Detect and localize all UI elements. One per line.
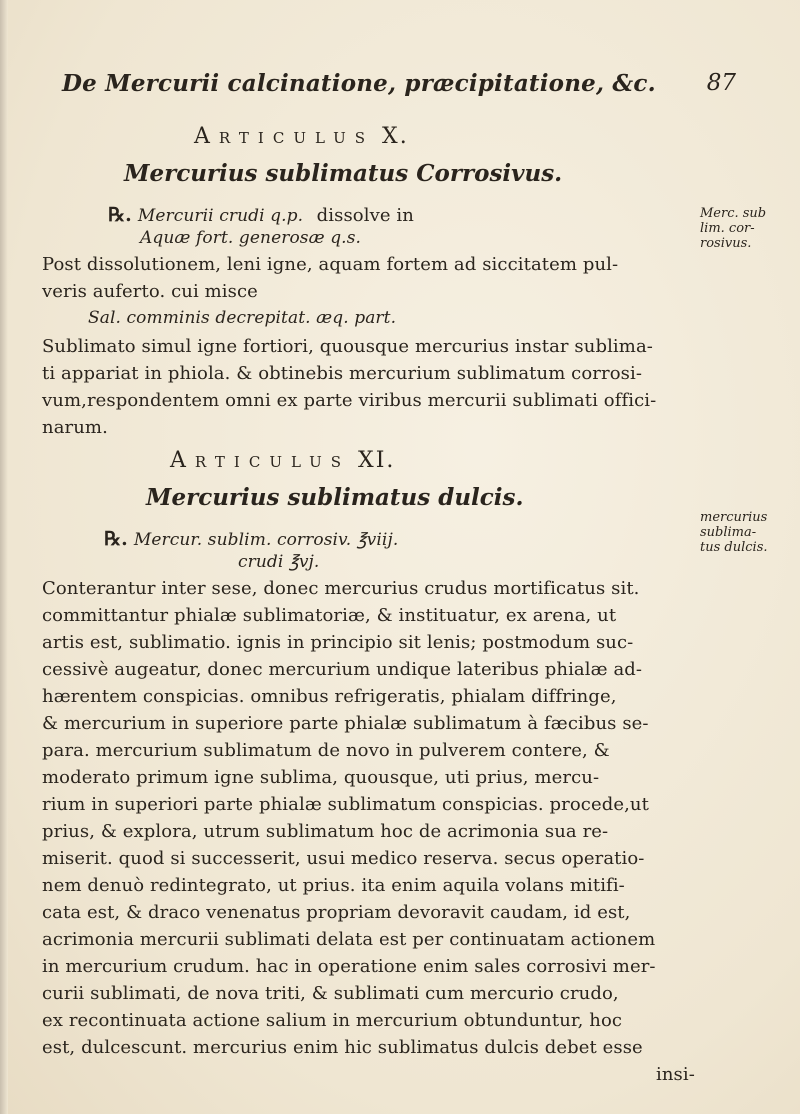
page-gutter-shadow: [0, 0, 8, 1114]
running-title: De Mercurii calcinatione, præcipitatione, &c.: [62, 70, 656, 97]
article-xi-subtitle: Mercurius sublimatus dulcis.: [146, 484, 524, 511]
recipe-symbol: ℞.: [108, 204, 132, 226]
article-x-subtitle: Mercurius sublimatus Corrosivus.: [124, 160, 563, 187]
article-xi-text-line: artis est, sublimatio. ignis in principio sit lenis; postmodum suc-: [42, 632, 634, 653]
article-x-recipe-3: Sal. comminis decrepitat. æq. part.: [88, 308, 397, 328]
article-xi-text-line: committantur phialæ sublimatoriæ, & instituatur, ex arena, ut: [42, 605, 617, 626]
article-xi-label: Articulus: [170, 448, 351, 473]
article-x-recipe-1: [108, 204, 414, 226]
recipe-symbol: ℞.: [104, 528, 128, 550]
article-x-text-line: narum.: [42, 417, 108, 438]
recipe-instruction: dissolve in: [316, 205, 414, 226]
article-xi-recipe-1: [104, 528, 398, 550]
article-xi-text-line: prius, & explora, utrum sublimatum hoc de acrimonia sua re-: [42, 821, 609, 842]
article-x-text-line: Post dissolutionem, leni igne, aquam fortem ad siccitatem pul-: [42, 254, 619, 275]
article-xi-text-line: ex recontinuata actione salium in mercurium obtunduntur, hoc: [42, 1010, 623, 1031]
catchword: insi-: [656, 1064, 695, 1085]
article-xi-text-line: rium in superiori parte phialæ sublimatum conspicias. procede,ut: [42, 794, 649, 815]
article-x-recipe-2: Aquæ fort. generosæ q.s.: [140, 228, 362, 248]
margin-note-line: tus dulcis.: [700, 540, 768, 555]
article-xi-text-line: nem denuò redintegrato, ut prius. ita enim aquila volans mitifi-: [42, 875, 625, 896]
article-xi-text-line: cessivè augeatur, donec mercurium undique lateribus phialæ ad-: [42, 659, 643, 680]
article-x-numeral: X.: [382, 124, 409, 149]
article-xi-recipe-2: crudi ℥vj.: [238, 552, 320, 572]
article-x-text-line: ti appariat in phiola. & obtinebis mercurium sublimatum corrosi-: [42, 363, 643, 384]
article-x-text-line: Sublimato simul igne fortiori, quousque mercurius instar sublima-: [42, 336, 653, 357]
article-xi-text-line: cata est, & draco venenatus propriam devoravit caudam, id est,: [42, 902, 631, 923]
recipe-ingredient: Mercur. sublim. corrosiv. ℥viij.: [133, 530, 399, 550]
margin-note-line: lim. cor-: [700, 221, 755, 236]
article-xi-text-line: miserit. quod si successerit, usui medico reserva. secus operatio-: [42, 848, 645, 869]
article-xi-numeral: XI.: [358, 448, 396, 473]
page-number: 87: [706, 70, 736, 96]
recipe-ingredient: Mercurii crudi q.p.: [137, 206, 304, 226]
article-x-text-line: veris auferto. cui misce: [42, 281, 258, 302]
article-xi-text-line: para. mercurium sublimatum de novo in pulverem contere, &: [42, 740, 610, 761]
article-xi-text-line: est, dulcescunt. mercurius enim hic sublimatus dulcis debet esse: [42, 1037, 643, 1058]
article-x-margin-note: [700, 206, 792, 251]
margin-note-line: rosivus.: [700, 236, 752, 251]
article-xi-text-line: in mercurium crudum. hac in operatione enim sales corrosivi mer-: [42, 956, 656, 977]
article-xi-heading: [170, 448, 395, 473]
article-xi-text-line: acrimonia mercurii sublimati delata est per continuatam actionem: [42, 929, 656, 950]
article-xi-text-line: moderato primum igne sublima, quousque, uti prius, mercu-: [42, 767, 600, 788]
article-x-heading: [194, 124, 409, 149]
article-xi-text-line: hærentem conspicias. omnibus refrigeratis, phialam diffringe,: [42, 686, 617, 707]
article-x-text-line: vum,respondentem omni ex parte viribus mercurii sublimati offici-: [42, 390, 657, 411]
margin-note-line: mercurius: [700, 510, 768, 525]
article-xi-text-line: & mercurium in superiore parte phialæ sublimatum à fæcibus se-: [42, 713, 649, 734]
article-xi-text-line: curii sublimati, de nova triti, & sublimati cum mercurio crudo,: [42, 983, 619, 1004]
article-x-label: Articulus: [194, 124, 375, 149]
margin-note-line: Merc. sub: [700, 206, 767, 221]
article-xi-margin-note: [700, 510, 792, 555]
running-head: [62, 70, 742, 104]
article-xi-text-line: Conterantur inter sese, donec mercurius crudus mortificatus sit.: [42, 578, 640, 599]
margin-note-line: sublima-: [700, 525, 757, 540]
